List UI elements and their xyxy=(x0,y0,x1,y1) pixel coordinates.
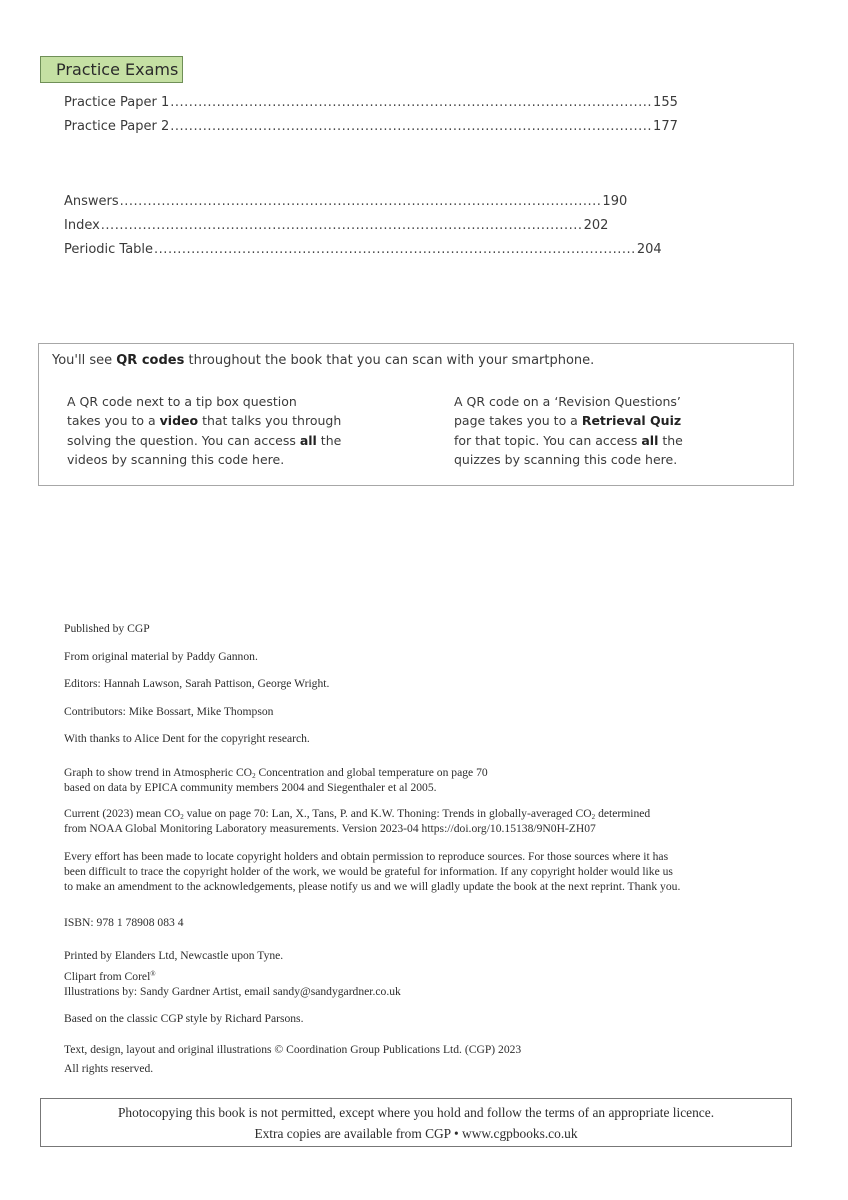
qr-quiz-line xyxy=(454,431,754,450)
copyright-effort-line: to make an amendment to the acknowledgements, please notify us and we will gladly update the book at the next reprint. Thank you. xyxy=(64,880,681,893)
qr-bold-video: video xyxy=(159,413,199,429)
registered-mark: ® xyxy=(150,970,156,978)
qr-video-line: A QR code next to a tip box question xyxy=(67,394,297,409)
qr-quiz-line xyxy=(454,411,754,430)
clipart-text: Clipart from Corel xyxy=(64,970,151,983)
extra-copies-notice: Extra copies are available from CGP • www.cgpbooks.co.uk xyxy=(254,1126,578,1141)
qr-intro-post: throughout the book that you can scan with your smartphone. xyxy=(184,353,595,368)
section-header-label: Practice Exams xyxy=(56,60,179,79)
toc-leader-dots: ........................................................................................................ xyxy=(170,119,653,134)
toc-entry-page: 177 xyxy=(653,119,678,134)
co2-subscript: 2 xyxy=(252,772,256,780)
qr-bold-all: all xyxy=(641,432,659,448)
toc-entry-label: Index xyxy=(64,218,100,233)
graph-source-text: Graph to show trend in Atmospheric CO xyxy=(64,766,253,779)
thanks: With thanks to Alice Dent for the copyright research. xyxy=(64,732,310,745)
qr-codes-info-box xyxy=(38,343,794,486)
clipart-credit xyxy=(64,970,156,983)
qr-bold-retrieval-quiz: Retrieval Quiz xyxy=(581,413,682,429)
photocopying-notice-box xyxy=(40,1098,792,1147)
qr-video-line xyxy=(67,411,367,430)
qr-text: page takes you to a xyxy=(454,413,582,429)
photocopying-notice: Photocopying this book is not permitted, except where you hold and follow the terms of an appropriate licence. xyxy=(117,1105,715,1120)
qr-video-line xyxy=(67,431,367,450)
toc-entry-page: 155 xyxy=(653,95,678,110)
qr-video-line: videos by scanning this code here. xyxy=(67,451,285,467)
current-co2-text: determined xyxy=(595,807,651,820)
qr-text: the xyxy=(316,432,342,448)
toc-entry-label: Periodic Table xyxy=(64,242,154,257)
graph-source-line: based on data by EPICA community members 2004 and Siegenthaler et al 2005. xyxy=(64,781,437,794)
toc-entry[interactable] xyxy=(64,242,662,262)
contributors: Contributors: Mike Bossart, Mike Thompson xyxy=(64,705,274,718)
illustrations-credit: Illustrations by: Sandy Gardner Artist, email sandy@sandygardner.co.uk xyxy=(64,985,401,998)
toc-entry[interactable] xyxy=(64,194,628,214)
based-on-style: Based on the classic CGP style by Richard Parsons. xyxy=(64,1012,304,1025)
copyright-effort-line: been difficult to trace the copyright holder of the work, we would be grateful for information. If any copyright holder would like us xyxy=(64,865,673,878)
qr-intro-bold: QR codes xyxy=(116,353,185,368)
toc-entry[interactable] xyxy=(64,218,609,238)
toc-leader-dots: ........................................................................................................ xyxy=(119,194,602,209)
qr-text: for that topic. You can access xyxy=(454,432,642,448)
qr-text: takes you to a xyxy=(67,413,160,429)
toc-entry-label: Practice Paper 1 xyxy=(64,95,170,110)
graph-source-text: Concentration and global temperature on page 70 xyxy=(255,766,488,779)
toc-entry-label: Answers xyxy=(64,194,119,209)
published-by: Published by CGP xyxy=(64,622,150,635)
qr-text: solving the question. You can access xyxy=(67,432,300,448)
qr-quiz-line: A QR code on a ‘Revision Questions’ xyxy=(454,394,681,409)
graph-source-line xyxy=(64,766,488,779)
toc-entry-page: 202 xyxy=(583,218,609,233)
qr-text: that talks you through xyxy=(198,413,342,429)
co2-subscript: 2 xyxy=(180,813,184,821)
qr-quiz-column xyxy=(454,392,754,469)
qr-bold-all: all xyxy=(299,432,317,448)
all-rights-reserved: All rights reserved. xyxy=(64,1062,154,1075)
qr-video-column xyxy=(67,392,367,469)
current-co2-source-line: from NOAA Global Monitoring Laboratory measurements. Version 2023-04 https://doi.org/10.15138/9N0H-ZH07 xyxy=(64,822,596,835)
current-co2-text: value on page 70: Lan, X., Tans, P. and K.W. Thoning: Trends in globally-averaged CO xyxy=(183,807,592,820)
current-co2-source-line xyxy=(64,807,650,820)
qr-quiz-line: quizzes by scanning this code here. xyxy=(454,451,678,467)
toc-entry-page: 204 xyxy=(636,242,662,257)
toc-leader-dots: ........................................................................................................ xyxy=(154,242,636,257)
qr-text: the xyxy=(658,432,683,448)
toc-entry-page: 190 xyxy=(602,194,628,209)
toc-entry[interactable] xyxy=(64,95,678,115)
isbn: ISBN: 978 1 78908 083 4 xyxy=(64,916,184,929)
section-header-practice-exams xyxy=(40,56,183,83)
qr-intro-pre: You'll see xyxy=(52,353,117,368)
editors: Editors: Hannah Lawson, Sarah Pattison, George Wright. xyxy=(64,677,330,690)
current-co2-text: Current (2023) mean CO xyxy=(64,807,181,820)
toc-entry-label: Practice Paper 2 xyxy=(64,119,170,134)
qr-intro-text xyxy=(52,353,594,368)
original-material: From original material by Paddy Gannon. xyxy=(64,650,258,663)
toc-entry[interactable] xyxy=(64,119,678,139)
copyright-notice: Text, design, layout and original illustrations © Coordination Group Publications Ltd. (CGP) 2023 xyxy=(64,1043,522,1056)
co2-subscript: 2 xyxy=(591,813,596,821)
toc-leader-dots: ........................................................................................................ xyxy=(170,95,653,110)
toc-leader-dots: ........................................................................................................ xyxy=(100,218,583,233)
copyright-effort-line: Every effort has been made to locate copyright holders and obtain permission to reproduce sources. For those sources where it has xyxy=(64,850,669,863)
printed-by: Printed by Elanders Ltd, Newcastle upon Tyne. xyxy=(64,949,284,962)
